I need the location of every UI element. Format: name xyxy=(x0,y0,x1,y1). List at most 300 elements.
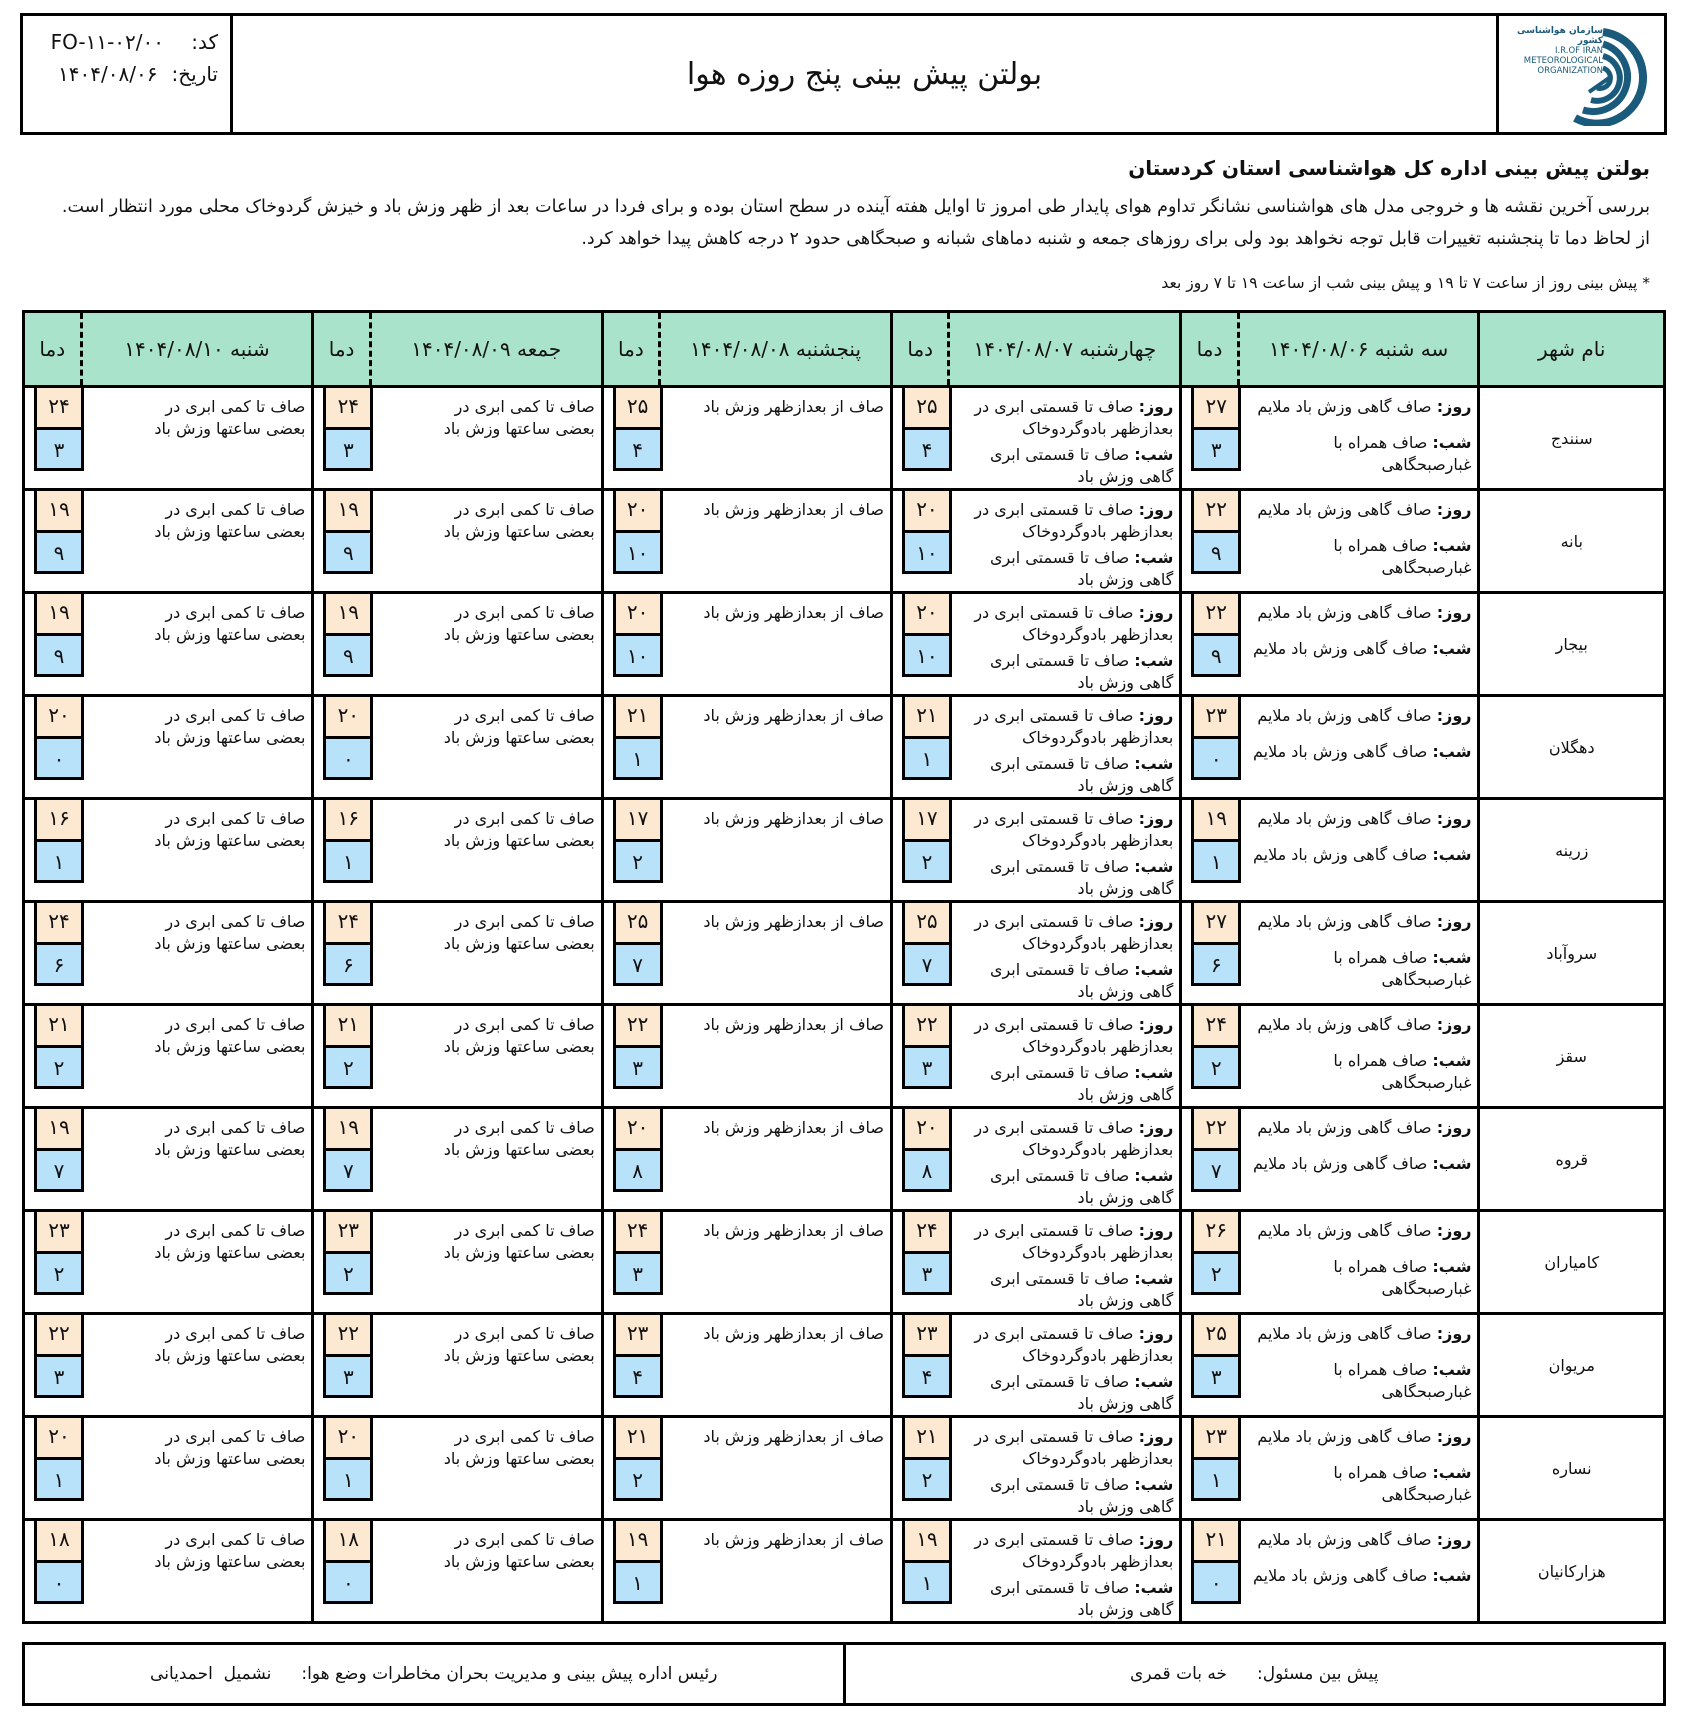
min-temp: ۷ xyxy=(323,1148,373,1192)
temperature-cell-1 xyxy=(892,1520,949,1623)
day-forecast xyxy=(953,1220,1173,1264)
day-label: روز: xyxy=(1436,1324,1472,1343)
day-forecast xyxy=(953,1529,1173,1573)
forecast-text: صاف تا کمی ابری در بعضی ساعتها وزش باد xyxy=(443,1118,595,1159)
max-temp: ۲۱ xyxy=(902,697,952,739)
forecast-text: صاف تا کمی ابری در بعضی ساعتها وزش باد xyxy=(443,1324,595,1365)
night-forecast-text: صاف گاهی وزش باد ملایم xyxy=(1253,639,1428,658)
forecast-day-3 xyxy=(370,799,602,902)
temperature-cell-3 xyxy=(313,696,370,799)
night-label: شب: xyxy=(1432,1566,1472,1585)
forecast-day-2 xyxy=(660,1108,892,1211)
temperature-cell-4 xyxy=(24,1005,82,1108)
max-temp: ۲۱ xyxy=(323,1006,373,1048)
day-header-4: شنبه ۱۴۰۴/۰۸/۱۰ xyxy=(81,312,313,387)
temperature-cell-1 xyxy=(892,1108,949,1211)
night-label: شب: xyxy=(1432,1360,1472,1379)
forecast-day-3 xyxy=(370,696,602,799)
forecast-text: صاف از بعدازظهر وزش باد xyxy=(703,500,885,519)
forecast-text: صاف از بعدازظهر وزش باد xyxy=(703,1530,885,1549)
night-label: شب: xyxy=(1134,754,1174,773)
day-forecast xyxy=(1242,1426,1471,1448)
night-forecast xyxy=(953,547,1173,591)
temperature-cell-2 xyxy=(602,902,659,1005)
forecast-text: صاف از بعدازظهر وزش باد xyxy=(703,1324,885,1343)
head-name: نشمیل احمدیانی xyxy=(150,1664,272,1684)
min-temp: ۳ xyxy=(1191,427,1241,471)
max-temp: ۲۳ xyxy=(34,1212,84,1254)
min-temp: ۷ xyxy=(902,942,952,986)
min-temp: ۹ xyxy=(323,633,373,677)
day-forecast xyxy=(953,1426,1173,1470)
min-temp: ۱ xyxy=(613,736,663,780)
day-forecast-text: صاف گاهی وزش باد ملایم xyxy=(1257,1427,1432,1446)
day-forecast-text: صاف گاهی وزش باد ملایم xyxy=(1257,912,1432,931)
temperature-cell-3 xyxy=(313,1211,370,1314)
day-label: روز: xyxy=(1436,1221,1472,1240)
night-label: شب: xyxy=(1432,1051,1472,1070)
night-forecast-text: صاف تا قسمتی ابری گاهی وزش باد xyxy=(989,1372,1174,1413)
temperature-cell-4 xyxy=(24,490,82,593)
max-temp: ۲۳ xyxy=(323,1212,373,1254)
night-forecast xyxy=(953,444,1173,488)
temperature-cell-2 xyxy=(602,696,659,799)
forecast-day-1 xyxy=(949,799,1181,902)
max-temp: ۱۹ xyxy=(34,1109,84,1151)
day-label: روز: xyxy=(1138,809,1174,828)
forecast-day-0 xyxy=(1238,1314,1479,1417)
night-forecast-text: صاف تا قسمتی ابری گاهی وزش باد xyxy=(989,445,1174,486)
min-temp: ۸ xyxy=(613,1148,663,1192)
temperature-cell-2 xyxy=(602,799,659,902)
min-temp: ۳ xyxy=(323,427,373,471)
min-temp: ۲ xyxy=(613,839,663,883)
min-temp: ۱ xyxy=(1191,1457,1241,1501)
day-label: روز: xyxy=(1138,1221,1174,1240)
temperature-cell-0 xyxy=(1181,1005,1238,1108)
night-label: شب: xyxy=(1432,433,1472,452)
day-forecast-text: صاف گاهی وزش باد ملایم xyxy=(1257,1324,1432,1343)
day-forecast-text: صاف گاهی وزش باد ملایم xyxy=(1257,603,1432,622)
temperature-cell-0 xyxy=(1181,902,1238,1005)
temperature-cell-3 xyxy=(313,1314,370,1417)
temperature-cell-0 xyxy=(1181,799,1238,902)
forecast-day-2 xyxy=(660,1005,892,1108)
temp-header-0: دما xyxy=(1181,312,1238,387)
temp-header-4: دما xyxy=(24,312,82,387)
max-temp: ۲۰ xyxy=(902,594,952,636)
temperature-cell-2 xyxy=(602,1005,659,1108)
night-forecast-text: صاف تا قسمتی ابری گاهی وزش باد xyxy=(989,857,1174,898)
min-temp: ۶ xyxy=(1191,942,1241,986)
forecast-table xyxy=(22,310,1666,1624)
day-forecast-text: صاف تا قسمتی ابری در بعدازظهر بادوگردوخاک xyxy=(974,1015,1174,1056)
min-temp: ۲ xyxy=(902,1457,952,1501)
temperature-cell-3 xyxy=(313,593,370,696)
night-forecast-text: صاف تا قسمتی ابری گاهی وزش باد xyxy=(989,1578,1174,1619)
max-temp: ۲۱ xyxy=(902,1418,952,1460)
night-forecast-text: صاف همراه با غبارصبحگاهی xyxy=(1333,1360,1472,1401)
date-label: تاریخ: xyxy=(171,62,218,86)
day-forecast-text: صاف تا قسمتی ابری در بعدازظهر بادوگردوخاک xyxy=(974,1324,1174,1365)
night-forecast xyxy=(953,1165,1173,1209)
date-row xyxy=(58,62,218,86)
forecast-text: صاف تا کمی ابری در بعضی ساعتها وزش باد xyxy=(443,1221,595,1262)
max-temp: ۱۷ xyxy=(613,800,663,842)
max-temp: ۱۹ xyxy=(323,491,373,533)
forecast-day-4 xyxy=(81,1417,313,1520)
temperature-cell-2 xyxy=(602,1108,659,1211)
min-temp: ۱ xyxy=(902,1560,952,1604)
temperature-cell-3 xyxy=(313,387,370,490)
temperature-cell-4 xyxy=(24,1211,82,1314)
night-forecast-text: صاف همراه با غبارصبحگاهی xyxy=(1333,536,1472,577)
forecast-text: صاف تا کمی ابری در بعضی ساعتها وزش باد xyxy=(443,500,595,541)
temperature-cell-4 xyxy=(24,593,82,696)
night-forecast xyxy=(1242,1359,1471,1403)
min-temp: ۱۰ xyxy=(902,530,952,574)
min-temp: ۳ xyxy=(1191,1354,1241,1398)
bulletin-paragraph-2: از لحاظ دما تا پنجشنبه تغییرات قابل توجه نخواهد بود ولی برای روزهای جمعه و شنبه دماهای شبانه و صبحگاهی حدود ۲ درجه کاهش پیدا خواهد کرد. xyxy=(581,229,1650,249)
forecast-day-1 xyxy=(949,1417,1181,1520)
day-label: روز: xyxy=(1138,1427,1174,1446)
forecast-day-4 xyxy=(81,593,313,696)
min-temp: ۱ xyxy=(323,1457,373,1501)
logo-text xyxy=(1507,26,1603,76)
night-forecast xyxy=(953,753,1173,797)
forecast-day-1 xyxy=(949,387,1181,490)
max-temp: ۲۱ xyxy=(613,1418,663,1460)
min-temp: ۷ xyxy=(613,942,663,986)
table-row xyxy=(24,1314,1665,1417)
max-temp: ۲۲ xyxy=(34,1315,84,1357)
day-forecast xyxy=(1242,1117,1471,1139)
table-row xyxy=(24,387,1665,490)
min-temp: ۱ xyxy=(323,839,373,883)
temperature-cell-3 xyxy=(313,1005,370,1108)
night-forecast xyxy=(1242,947,1471,991)
forecast-day-1 xyxy=(949,1005,1181,1108)
forecast-day-2 xyxy=(660,593,892,696)
max-temp: ۲۵ xyxy=(902,388,952,430)
city-name: سروآباد xyxy=(1479,902,1665,1005)
temperature-cell-0 xyxy=(1181,490,1238,593)
night-label: شب: xyxy=(1432,536,1472,555)
forecast-day-4 xyxy=(81,1005,313,1108)
logo-text-en-1: I.R.OF IRAN xyxy=(1554,46,1603,56)
night-forecast-text: صاف تا قسمتی ابری گاهی وزش باد xyxy=(989,548,1174,589)
day-forecast xyxy=(1242,499,1471,521)
min-temp: ۳ xyxy=(613,1045,663,1089)
max-temp: ۲۰ xyxy=(902,491,952,533)
day-forecast xyxy=(1242,1014,1471,1036)
max-temp: ۱۹ xyxy=(902,1521,952,1563)
forecast-text: صاف از بعدازظهر وزش باد xyxy=(703,809,885,828)
night-forecast xyxy=(1242,844,1471,866)
day-label: روز: xyxy=(1436,912,1472,931)
day-header-1: چهارشنبه ۱۴۰۴/۰۸/۰۷ xyxy=(949,312,1181,387)
forecast-text: صاف تا کمی ابری در بعضی ساعتها وزش باد xyxy=(154,809,306,850)
forecast-day-2 xyxy=(660,902,892,1005)
min-temp: ۲ xyxy=(613,1457,663,1501)
temperature-cell-4 xyxy=(24,1108,82,1211)
forecast-day-0 xyxy=(1238,1108,1479,1211)
night-forecast-text: صاف تا قسمتی ابری گاهی وزش باد xyxy=(989,1166,1174,1207)
forecast-day-2 xyxy=(660,696,892,799)
night-forecast-text: صاف همراه با غبارصبحگاهی xyxy=(1333,1257,1472,1298)
forecast-text: صاف تا کمی ابری در بعضی ساعتها وزش باد xyxy=(443,1530,595,1571)
forecast-table-body xyxy=(24,387,1665,1623)
day-forecast xyxy=(953,1323,1173,1367)
temperature-cell-2 xyxy=(602,593,659,696)
min-temp: ۹ xyxy=(1191,530,1241,574)
temperature-cell-3 xyxy=(313,902,370,1005)
day-label: روز: xyxy=(1436,1427,1472,1446)
night-forecast xyxy=(1242,1153,1471,1175)
night-label: شب: xyxy=(1432,1257,1472,1276)
temperature-cell-0 xyxy=(1181,593,1238,696)
night-forecast xyxy=(1242,535,1471,579)
day-forecast-text: صاف تا قسمتی ابری در بعدازظهر بادوگردوخاک xyxy=(974,1530,1174,1571)
city-name: هزارکانیان xyxy=(1479,1520,1665,1623)
max-temp: ۲۴ xyxy=(323,903,373,945)
day-forecast-text: صاف تا قسمتی ابری در بعدازظهر بادوگردوخاک xyxy=(974,1221,1174,1262)
min-temp: ۲ xyxy=(1191,1045,1241,1089)
max-temp: ۱۹ xyxy=(323,1109,373,1151)
temperature-cell-4 xyxy=(24,696,82,799)
date-value: ۱۴۰۴/۰۸/۰۶ xyxy=(58,62,158,86)
temperature-cell-1 xyxy=(892,490,949,593)
city-name: قروه xyxy=(1479,1108,1665,1211)
forecast-text: صاف تا کمی ابری در بعضی ساعتها وزش باد xyxy=(443,809,595,850)
max-temp: ۲۰ xyxy=(613,594,663,636)
day-forecast xyxy=(1242,1220,1471,1242)
min-temp: ۲ xyxy=(1191,1251,1241,1295)
day-forecast xyxy=(1242,1529,1471,1551)
city-name: بانه xyxy=(1479,490,1665,593)
min-temp: ۳ xyxy=(613,1251,663,1295)
code-value: FO-۱۱-۰۲/۰۰ xyxy=(50,30,164,54)
forecast-day-3 xyxy=(370,1211,602,1314)
forecaster-name: خه بات قمری xyxy=(1130,1664,1228,1684)
forecast-text: صاف تا کمی ابری در بعضی ساعتها وزش باد xyxy=(154,1015,306,1056)
night-label: شب: xyxy=(1134,1475,1174,1494)
forecast-text: صاف تا کمی ابری در بعضی ساعتها وزش باد xyxy=(154,1118,306,1159)
max-temp: ۱۸ xyxy=(323,1521,373,1563)
night-forecast-text: صاف تا قسمتی ابری گاهی وزش باد xyxy=(989,651,1174,692)
head-label: رئیس اداره پیش بینی و مدیریت بحران مخاطرات وضع هوا: xyxy=(301,1664,718,1684)
max-temp: ۲۴ xyxy=(613,1212,663,1254)
forecast-text: صاف تا کمی ابری در بعضی ساعتها وزش باد xyxy=(154,500,306,541)
forecast-text: صاف تا کمی ابری در بعضی ساعتها وزش باد xyxy=(154,397,306,438)
temperature-cell-1 xyxy=(892,1211,949,1314)
temp-header-2: دما xyxy=(602,312,659,387)
min-temp: ۰ xyxy=(1191,736,1241,780)
forecast-text: صاف از بعدازظهر وزش باد xyxy=(703,912,885,931)
temperature-cell-4 xyxy=(24,902,82,1005)
forecast-day-1 xyxy=(949,696,1181,799)
max-temp: ۲۰ xyxy=(613,491,663,533)
min-temp: ۷ xyxy=(1191,1148,1241,1192)
night-forecast xyxy=(953,1062,1173,1106)
temperature-cell-4 xyxy=(24,1417,82,1520)
min-temp: ۴ xyxy=(613,427,663,471)
signature-footer xyxy=(22,1642,1666,1706)
forecast-day-1 xyxy=(949,1211,1181,1314)
night-forecast-text: صاف همراه با غبارصبحگاهی xyxy=(1333,948,1472,989)
day-forecast-text: صاف تا قسمتی ابری در بعدازظهر بادوگردوخاک xyxy=(974,397,1174,438)
max-temp: ۲۰ xyxy=(34,697,84,739)
forecast-day-4 xyxy=(81,1211,313,1314)
temperature-cell-3 xyxy=(313,1417,370,1520)
forecast-day-2 xyxy=(660,1520,892,1623)
forecast-day-3 xyxy=(370,902,602,1005)
night-label: شب: xyxy=(1134,445,1174,464)
temperature-cell-0 xyxy=(1181,387,1238,490)
forecast-day-4 xyxy=(81,387,313,490)
city-name: مریوان xyxy=(1479,1314,1665,1417)
document-header xyxy=(20,13,1667,135)
night-forecast xyxy=(1242,1050,1471,1094)
forecast-text: صاف تا کمی ابری در بعضی ساعتها وزش باد xyxy=(154,1324,306,1365)
forecast-text: صاف تا کمی ابری در بعضی ساعتها وزش باد xyxy=(443,603,595,644)
forecast-day-1 xyxy=(949,1108,1181,1211)
forecast-day-4 xyxy=(81,1314,313,1417)
day-forecast xyxy=(1242,808,1471,830)
max-temp: ۲۲ xyxy=(1191,491,1241,533)
forecast-day-0 xyxy=(1238,696,1479,799)
day-label: روز: xyxy=(1436,1530,1472,1549)
temp-header-3: دما xyxy=(313,312,370,387)
day-label: روز: xyxy=(1436,809,1472,828)
temperature-cell-1 xyxy=(892,593,949,696)
doc-meta-box xyxy=(23,16,233,132)
forecast-day-4 xyxy=(81,799,313,902)
forecast-day-0 xyxy=(1238,1417,1479,1520)
min-temp: ۰ xyxy=(1191,1560,1241,1604)
day-forecast xyxy=(953,396,1173,440)
max-temp: ۱۶ xyxy=(34,800,84,842)
forecast-day-1 xyxy=(949,1314,1181,1417)
table-row xyxy=(24,902,1665,1005)
night-label: شب: xyxy=(1432,845,1472,864)
day-forecast-text: صاف گاهی وزش باد ملایم xyxy=(1257,1118,1432,1137)
max-temp: ۲۲ xyxy=(323,1315,373,1357)
max-temp: ۱۹ xyxy=(34,594,84,636)
forecast-day-4 xyxy=(81,902,313,1005)
night-label: شب: xyxy=(1134,1166,1174,1185)
table-header-row xyxy=(24,312,1665,387)
forecast-text: صاف تا کمی ابری در بعضی ساعتها وزش باد xyxy=(154,1221,306,1262)
max-temp: ۱۷ xyxy=(902,800,952,842)
day-header-2: پنجشنبه ۱۴۰۴/۰۸/۰۸ xyxy=(660,312,892,387)
temperature-cell-0 xyxy=(1181,696,1238,799)
forecast-day-2 xyxy=(660,799,892,902)
max-temp: ۲۲ xyxy=(613,1006,663,1048)
max-temp: ۲۶ xyxy=(1191,1212,1241,1254)
forecast-day-4 xyxy=(81,490,313,593)
forecast-text: صاف تا کمی ابری در بعضی ساعتها وزش باد xyxy=(154,1530,306,1571)
min-temp: ۹ xyxy=(34,530,84,574)
night-forecast xyxy=(953,1268,1173,1312)
code-row xyxy=(51,30,218,54)
forecast-text: صاف تا کمی ابری در بعضی ساعتها وزش باد xyxy=(443,706,595,747)
night-forecast xyxy=(953,856,1173,900)
temperature-cell-0 xyxy=(1181,1108,1238,1211)
max-temp: ۲۴ xyxy=(323,388,373,430)
night-label: شب: xyxy=(1134,1578,1174,1597)
night-forecast-text: صاف تا قسمتی ابری گاهی وزش باد xyxy=(989,1063,1174,1104)
forecast-day-2 xyxy=(660,1211,892,1314)
forecast-day-0 xyxy=(1238,387,1479,490)
forecast-day-4 xyxy=(81,1520,313,1623)
day-header-3: جمعه ۱۴۰۴/۰۸/۰۹ xyxy=(370,312,602,387)
forecast-day-2 xyxy=(660,1314,892,1417)
max-temp: ۲۰ xyxy=(34,1418,84,1460)
day-forecast xyxy=(1242,911,1471,933)
night-forecast xyxy=(953,650,1173,694)
night-forecast xyxy=(1242,741,1471,763)
day-forecast xyxy=(1242,705,1471,727)
min-temp: ۱۰ xyxy=(902,633,952,677)
forecast-time-note: * پیش بینی روز از ساعت ۷ تا ۱۹ و پیش بینی شب از ساعت ۱۹ تا ۷ روز بعد xyxy=(1161,274,1650,292)
table-row xyxy=(24,1520,1665,1623)
max-temp: ۱۹ xyxy=(323,594,373,636)
day-forecast-text: صاف تا قسمتی ابری در بعدازظهر بادوگردوخاک xyxy=(974,603,1174,644)
forecast-text: صاف از بعدازظهر وزش باد xyxy=(703,1427,885,1446)
min-temp: ۷ xyxy=(34,1148,84,1192)
night-forecast-text: صاف گاهی وزش باد ملایم xyxy=(1253,845,1428,864)
day-forecast-text: صاف گاهی وزش باد ملایم xyxy=(1257,1530,1432,1549)
forecast-text: صاف از بعدازظهر وزش باد xyxy=(703,397,885,416)
night-forecast-text: صاف همراه با غبارصبحگاهی xyxy=(1333,1463,1472,1504)
night-forecast-text: صاف گاهی وزش باد ملایم xyxy=(1253,1154,1428,1173)
bulletin-subtitle: بولتن پیش بینی اداره کل هواشناسی استان کردستان xyxy=(1128,156,1650,180)
temperature-cell-2 xyxy=(602,490,659,593)
day-label: روز: xyxy=(1436,397,1472,416)
temperature-cell-2 xyxy=(602,1314,659,1417)
max-temp: ۲۰ xyxy=(323,1418,373,1460)
max-temp: ۲۲ xyxy=(902,1006,952,1048)
min-temp: ۶ xyxy=(34,942,84,986)
forecast-text: صاف از بعدازظهر وزش باد xyxy=(703,706,885,725)
min-temp: ۱ xyxy=(1191,839,1241,883)
max-temp: ۲۴ xyxy=(1191,1006,1241,1048)
forecast-text: صاف از بعدازظهر وزش باد xyxy=(703,1015,885,1034)
min-temp: ۰ xyxy=(34,1560,84,1604)
max-temp: ۲۱ xyxy=(34,1006,84,1048)
forecast-day-1 xyxy=(949,1520,1181,1623)
min-temp: ۱۰ xyxy=(613,633,663,677)
forecast-text: صاف تا کمی ابری در بعضی ساعتها وزش باد xyxy=(443,1015,595,1056)
max-temp: ۱۸ xyxy=(34,1521,84,1563)
forecast-text: صاف تا کمی ابری در بعضی ساعتها وزش باد xyxy=(154,706,306,747)
day-forecast-text: صاف تا قسمتی ابری در بعدازظهر بادوگردوخاک xyxy=(974,912,1174,953)
day-forecast-text: صاف تا قسمتی ابری در بعدازظهر بادوگردوخاک xyxy=(974,1118,1174,1159)
night-forecast xyxy=(1242,1462,1471,1506)
day-label: روز: xyxy=(1436,1015,1472,1034)
forecast-day-4 xyxy=(81,1108,313,1211)
day-label: روز: xyxy=(1436,706,1472,725)
logo-text-en-3: ORGANIZATION xyxy=(1537,66,1603,76)
day-label: روز: xyxy=(1436,603,1472,622)
temperature-cell-1 xyxy=(892,696,949,799)
min-temp: ۲ xyxy=(34,1251,84,1295)
night-label: شب: xyxy=(1432,1154,1472,1173)
day-label: روز: xyxy=(1138,706,1174,725)
day-label: روز: xyxy=(1138,1530,1174,1549)
min-temp: ۲ xyxy=(323,1251,373,1295)
